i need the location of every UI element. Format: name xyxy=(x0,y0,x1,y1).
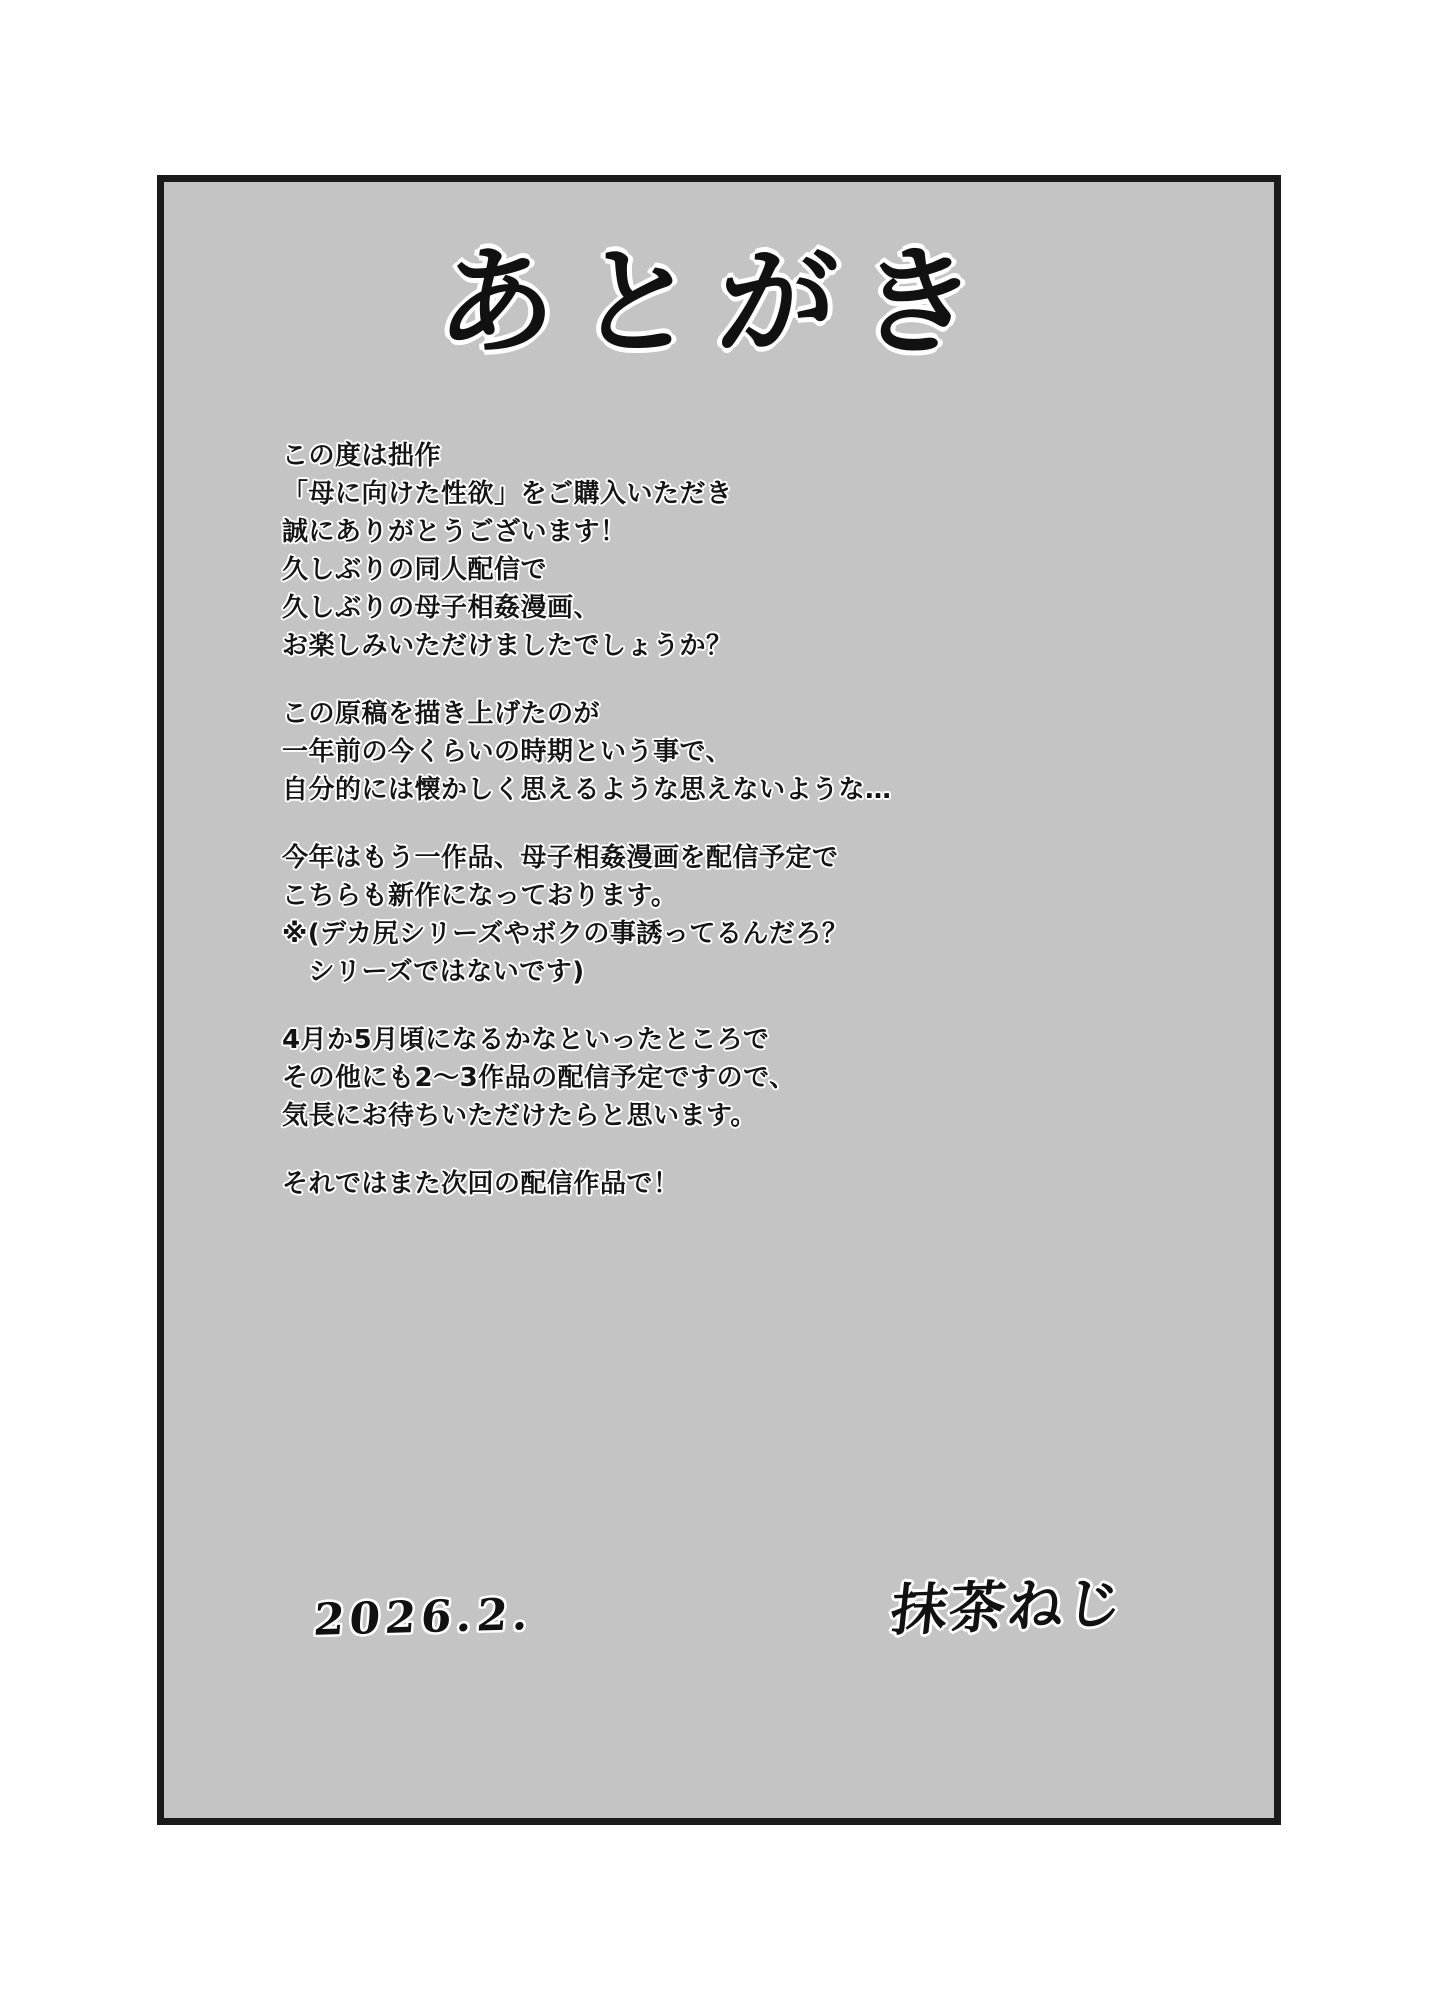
text-line: お楽しみいただけましたでしょうか？ xyxy=(282,631,733,661)
text-line: それではまた次回の配信作品で！ xyxy=(282,1169,680,1199)
text-line: 自分的には懐かしく思えるような思えないような… xyxy=(282,775,892,805)
paragraph-1 xyxy=(282,437,1182,665)
afterword-panel xyxy=(157,175,1281,1825)
text-line: シリーズではないです) xyxy=(282,957,585,987)
text-line: 久しぶりの同人配信で xyxy=(282,555,548,585)
publication-date: 2026.2. xyxy=(311,1589,535,1646)
text-line: その他にも2〜3作品の配信予定ですので、 xyxy=(282,1063,796,1093)
text-line: こちらも新作になっております。 xyxy=(282,881,678,911)
text-line: 気長にお待ちいただけたらと思います。 xyxy=(282,1101,757,1131)
text-line: 「母に向けた性欲」をご購入いただき xyxy=(282,479,733,509)
text-line: この原稿を描き上げたのが xyxy=(282,699,601,729)
signature-row xyxy=(311,1563,1154,1646)
paragraph-4 xyxy=(282,1021,1182,1135)
text-line: この度は拙作 xyxy=(282,441,442,471)
text-line: 4月か5月頃になるかなといったところで xyxy=(282,1025,770,1055)
text-line: 久しぶりの母子相姦漫画、 xyxy=(282,593,601,623)
text-line: 一年前の今くらいの時期という事で、 xyxy=(282,737,732,767)
paragraph-5 xyxy=(282,1165,1182,1203)
paragraph-3 xyxy=(282,839,1182,991)
text-line: 誠にありがとうございます！ xyxy=(282,517,627,547)
page-title: あとがき xyxy=(433,232,1004,371)
text-line: ※(デカ尻シリーズやボクの事誘ってるんだろ？ xyxy=(282,919,849,949)
afterword-body xyxy=(282,437,1182,1203)
artist-signature: 抹茶ねじ xyxy=(887,1569,1128,1645)
text-line: 今年はもう一作品、母子相姦漫画を配信予定で xyxy=(282,843,839,873)
paragraph-2 xyxy=(282,695,1182,809)
